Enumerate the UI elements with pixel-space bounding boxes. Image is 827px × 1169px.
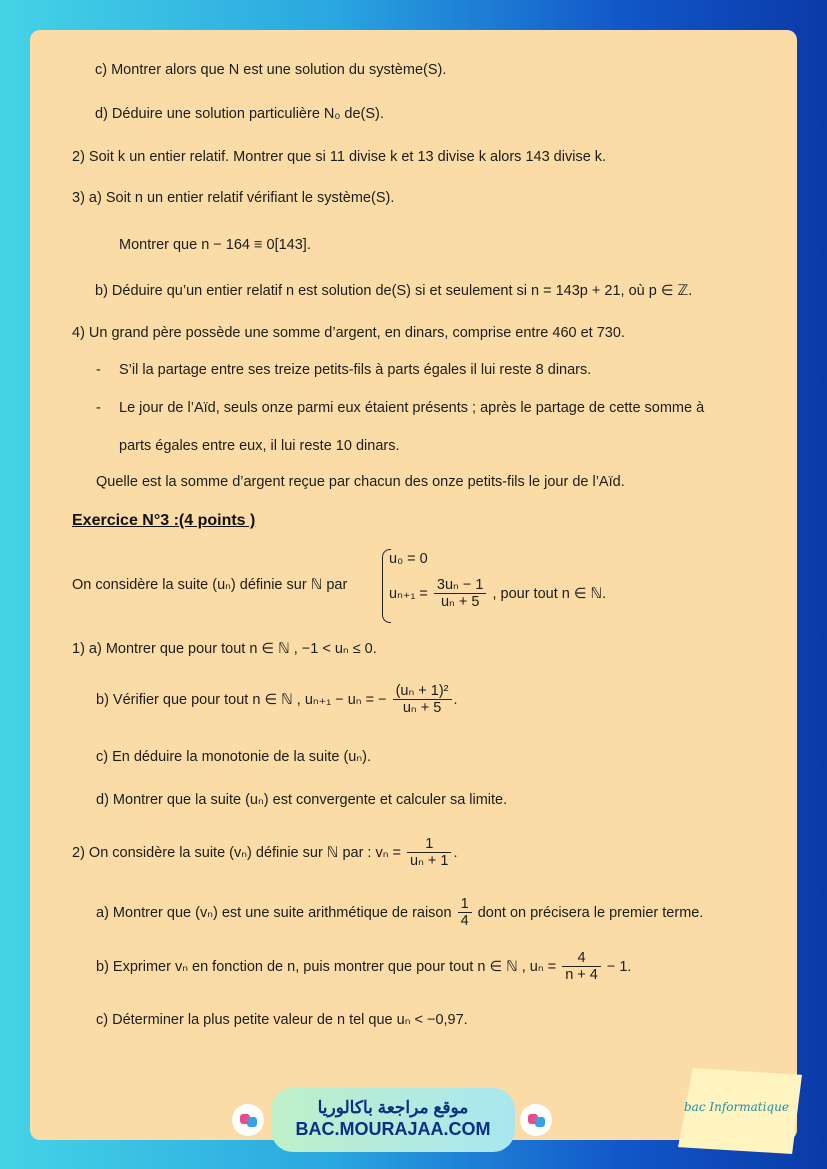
q2a-text-end: dont on précisera le premier terme. (477, 904, 704, 921)
site-logo-left (232, 1104, 264, 1136)
text-question-3a: 3) a) Soit n un entier relatif vérifiant le système(S). (72, 190, 395, 206)
q2-fraction (407, 836, 451, 870)
q2-lhs: 2) On considère la suite (vₙ) définie sur ℕ par : vₙ = (72, 844, 402, 861)
system-fraction (434, 577, 487, 611)
text-question-4-final: Quelle est la somme d’argent reçue par chacun des onze petits-fils le jour de l’Aïd. (96, 474, 625, 490)
footer-arabic-title: موقع مراجعة باكالوريا (317, 1098, 469, 1117)
text-sequence-intro: On considère la suite (uₙ) définie sur ℕ par (72, 577, 348, 593)
text-question-1a: 1) a) Montrer que pour tout n ∈ ℕ , −1 < uₙ ≤ 0. (72, 641, 377, 657)
q2b-text-end: − 1. (606, 958, 632, 975)
text-line-d: d) Déduire une solution particulière N₀ de(S). (95, 106, 384, 122)
q1b-lhs: b) Vérifier que pour tout n ∈ ℕ , uₙ₊₁ − uₙ = − (96, 691, 387, 708)
bullet-dash: - (96, 400, 101, 416)
q1b-period: . (453, 691, 458, 708)
text-line-c: c) Montrer alors que N est une solution du système(S). (95, 62, 447, 78)
site-footer-banner[interactable] (271, 1088, 515, 1152)
fraction-denominator: uₙ + 1 (410, 853, 449, 869)
q2b-fraction (562, 950, 601, 984)
logo-mark (247, 1117, 257, 1127)
text-bullet-2: Le jour de l’Aïd, seuls onze parmi eux étaient présents ; après le partage de cette somme à (119, 400, 705, 416)
bullet-dash: - (96, 362, 101, 378)
logo-mark (535, 1117, 545, 1127)
text-question-1b (96, 683, 458, 717)
fraction-denominator: uₙ + 5 (402, 700, 442, 716)
q2b-text: b) Exprimer vₙ en fonction de n, puis montrer que pour tout n ∈ ℕ , uₙ = (96, 958, 557, 975)
text-bullet-1: S’il la partage entre ses treize petits-fils à parts égales il lui reste 8 dinars. (119, 362, 592, 378)
fraction-numerator: 3uₙ − 1 (434, 577, 487, 594)
fraction-denominator: 4 (460, 913, 469, 929)
text-question-2c: c) Déterminer la plus petite valeur de n tel que uₙ < −0,97. (96, 1012, 468, 1028)
text-question-1d: d) Montrer que la suite (uₙ) est convergente et calculer sa limite. (96, 792, 508, 808)
footer-url-link[interactable]: BAC.MOURAJAA.COM (295, 1119, 491, 1139)
exercise-3-heading: Exercice N°3 :(4 points ) (72, 512, 256, 529)
text-question-3b: b) Déduire qu’un entier relatif n est solution de(S) si et seulement si n = 143p + 21, où p ∈ ℤ. (95, 283, 693, 299)
system-condition: , pour tout n ∈ ℕ. (492, 585, 607, 602)
fraction-denominator: n + 4 (565, 967, 598, 983)
text-question-2b (96, 950, 631, 984)
q2-period: . (453, 844, 458, 861)
fraction-denominator: uₙ + 5 (440, 594, 480, 610)
system-line-2 (389, 577, 606, 611)
text-question-2a (96, 896, 703, 930)
badge-text: bac Informatique (684, 1100, 789, 1114)
system-lhs: uₙ₊₁ = (389, 585, 428, 602)
text-congruence: Montrer que n − 164 ≡ 0[143]. (119, 237, 311, 253)
fraction-numerator: 1 (458, 896, 472, 913)
text-question-1c: c) En déduire la monotonie de la suite (uₙ). (96, 749, 371, 765)
fraction-numerator: 1 (407, 836, 451, 853)
text-bullet-2-cont: parts égales entre eux, il lui reste 10 dinars. (119, 438, 400, 454)
fraction-numerator: (uₙ + 1)² (393, 683, 452, 700)
q2a-text: a) Montrer que (vₙ) est une suite arithmétique de raison (96, 904, 452, 921)
fraction-numerator: 4 (562, 950, 601, 967)
q2a-fraction (458, 896, 472, 930)
text-question-2-def (72, 836, 458, 870)
text-question-4: 4) Un grand père possède une somme d’argent, en dinars, comprise entre 460 et 730. (72, 325, 625, 341)
text-question-2: 2) Soit k un entier relatif. Montrer que si 11 divise k et 13 divise k alors 143 divise k. (72, 149, 607, 165)
q1b-fraction (393, 683, 452, 717)
system-line-1: u₀ = 0 (389, 551, 428, 567)
site-logo-right (520, 1104, 552, 1136)
